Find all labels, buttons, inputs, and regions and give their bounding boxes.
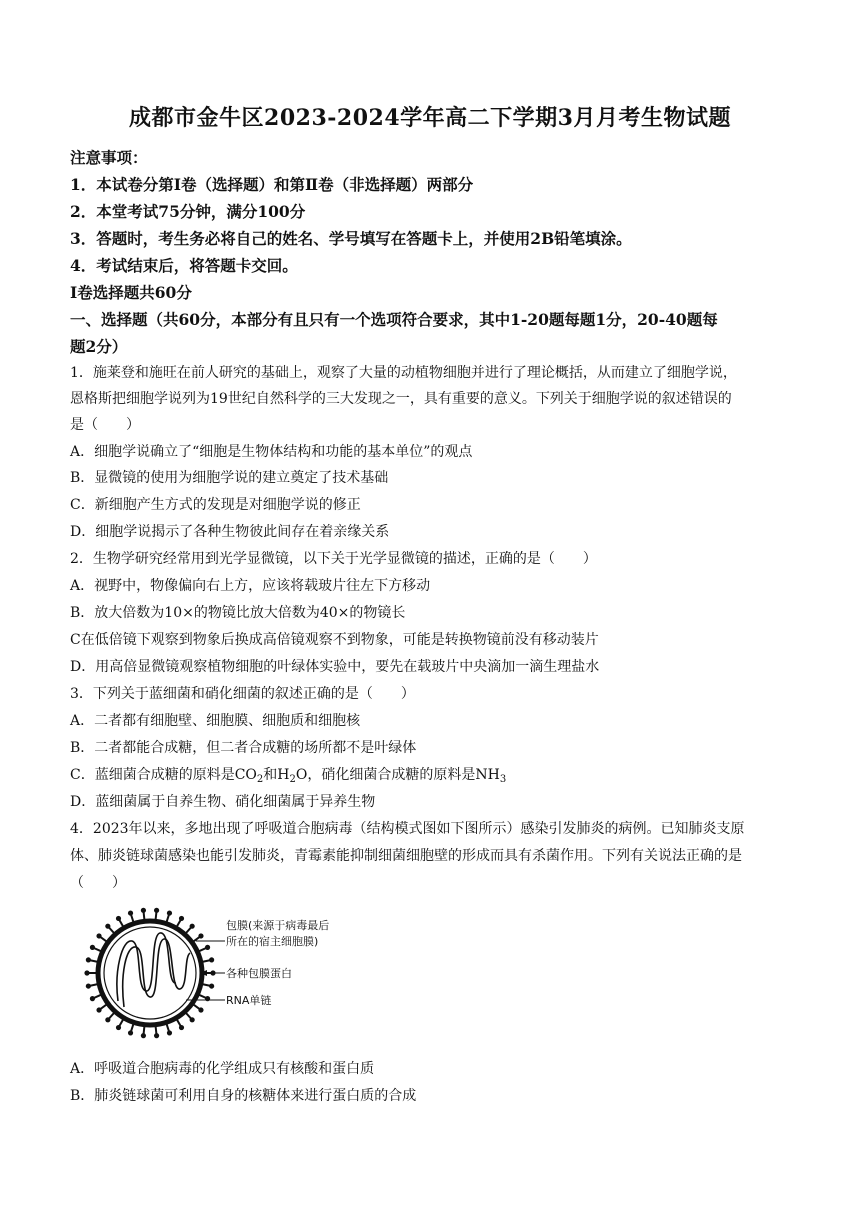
q1-stem-line: 恩格斯把细胞学说列为19世纪自然科学的三大发现之一，具有重要的意义。下列关于细胞学说的叙述错误的	[70, 391, 732, 407]
spike-head	[167, 1030, 172, 1035]
q4-stem-line: （ ）	[70, 875, 126, 891]
q4-stem-line: 4．2023年以来，多地出现了呼吸道合胞病毒（结构模式图如下图所示）感染引发肺炎的病例。已知肺炎支原	[70, 821, 745, 837]
q4-option-a: A．呼吸道合胞病毒的化学组成只有核酸和蛋白质	[70, 1061, 375, 1077]
spike-head	[179, 1025, 184, 1030]
q2-option-a: A．视野中，物像偏向右上方，应该将载玻片往左下方移动	[70, 578, 431, 594]
label-envelope-line1: 包膜(来源于病毒最后	[226, 919, 330, 932]
spike-head	[198, 933, 203, 938]
note-item-3: 3．答题时，考生务必将自己的姓名、学号填写在答题卡上，并使用2B铅笔填涂。	[70, 229, 632, 248]
spike-head	[167, 910, 172, 915]
q2-stem-line: 2．生物学研究经常用到光学显微镜，以下关于光学显微镜的描述，正确的是（ ）	[70, 551, 597, 567]
label-envelope-proteins: 各种包膜蛋白	[226, 967, 292, 980]
q4-option-b: B．肺炎链球菌可利用自身的核糖体来进行蛋白质的合成	[70, 1088, 417, 1104]
q3-option-c-text: C．蓝细菌合成糖的原料是CO	[70, 767, 257, 783]
q3-option-b: B．二者都能合成糖，但二者合成糖的场所都不是叶绿体	[70, 740, 417, 756]
spike-head	[209, 957, 214, 962]
virus-diagram	[80, 905, 380, 1040]
q2-option-d: D．用高倍显微镜观察植物细胞的叶绿体实验中，要先在载玻片中央滴加一滴生理盐水	[70, 659, 600, 675]
section-heading: Ⅰ卷选择题共60分	[70, 283, 192, 302]
q1-option-a: A．细胞学说确立了“细胞是生物体结构和功能的基本单位”的观点	[70, 444, 473, 460]
spike-head	[90, 996, 95, 1001]
rna-strand-shadow	[117, 933, 176, 1001]
spike-head	[116, 1025, 121, 1030]
spike-head	[154, 908, 159, 913]
q2-option-c: C在低倍镜下观察到物象后换成高倍镜观察不到物象，可能是转换物镜前没有移动装片	[70, 632, 599, 648]
spike-head	[128, 910, 133, 915]
label-envelope-line2: 所在的宿主细胞膜)	[226, 935, 319, 948]
spike-head	[190, 924, 195, 929]
spike-head	[198, 1007, 203, 1012]
spike-head	[190, 1017, 195, 1022]
spike-head	[90, 945, 95, 950]
spike-head	[209, 983, 214, 988]
spike-head	[86, 957, 91, 962]
spike-head	[128, 1030, 133, 1035]
spike-head	[96, 1007, 101, 1012]
q1-option-b: B．显微镜的使用为细胞学说的建立奠定了技术基础	[70, 470, 389, 486]
spike-head	[96, 933, 101, 938]
section-instruction-cont: 题2分）	[70, 337, 128, 356]
q3-option-c	[70, 764, 800, 784]
rna-strand	[123, 939, 190, 1007]
subscript: 2	[256, 774, 264, 785]
note-item-4: 4．考试结束后，将答题卡交回。	[70, 256, 298, 275]
q1-stem-line: 1．施莱登和施旺在前人研究的基础上，观察了大量的动植物细胞并进行了理论概括，从而建立了细胞学说，	[70, 365, 737, 381]
q2-option-b: B．放大倍数为10×的物镜比放大倍数为40×的物镜长	[70, 605, 406, 621]
section-instruction: 一、选择题（共60分，本部分有且只有一个选项符合要求，其中1-20题每题1分，20-40题每	[70, 310, 718, 329]
spike-head	[86, 983, 91, 988]
spike-head	[116, 916, 121, 921]
q3-option-a: A．二者都有细胞壁、细胞膜、细胞质和细胞核	[70, 713, 361, 729]
spike-head	[105, 924, 110, 929]
q4-stem-line: 体、肺炎链球菌感染也能引发肺炎，青霉素能抑制细菌细胞壁的形成而具有杀菌作用。下列有关说法正确的是	[70, 848, 742, 864]
notes-heading: 注意事项：	[70, 148, 148, 167]
q3-option-d: D．蓝细菌属于自养生物、硝化细菌属于异养生物	[70, 794, 376, 810]
note-item-1: 1．本试卷分第Ⅰ卷（选择题）和第Ⅱ卷（非选择题）两部分	[70, 175, 474, 194]
label-rna: RNA单链	[226, 994, 272, 1007]
q1-option-d: D．细胞学说揭示了各种生物彼此间存在着亲缘关系	[70, 524, 390, 540]
spike-head	[205, 945, 210, 950]
subscript: 3	[499, 774, 507, 785]
q3-option-c-text: 和H	[263, 767, 290, 783]
subscript: 2	[289, 774, 296, 785]
spike-head	[105, 1017, 110, 1022]
spike-head	[141, 908, 146, 913]
spike-head	[154, 1033, 159, 1038]
spike-head	[179, 916, 184, 921]
page-title: 成都市金牛区2023-2024学年高二下学期3月月考生物试题	[129, 105, 731, 131]
q1-option-c: C．新细胞产生方式的发现是对细胞学说的修正	[70, 497, 361, 513]
q1-stem-line: 是（ ）	[70, 417, 140, 433]
virus-structure-figure	[80, 905, 380, 1040]
spike-head	[84, 970, 89, 975]
note-item-2: 2．本堂考试75分钟，满分100分	[70, 202, 306, 221]
q3-option-c-text: O，硝化细菌合成糖的原料是NH	[295, 767, 500, 783]
spike-head	[141, 1033, 146, 1038]
q3-stem-line: 3．下列关于蓝细菌和硝化细菌的叙述正确的是（ ）	[70, 686, 415, 702]
